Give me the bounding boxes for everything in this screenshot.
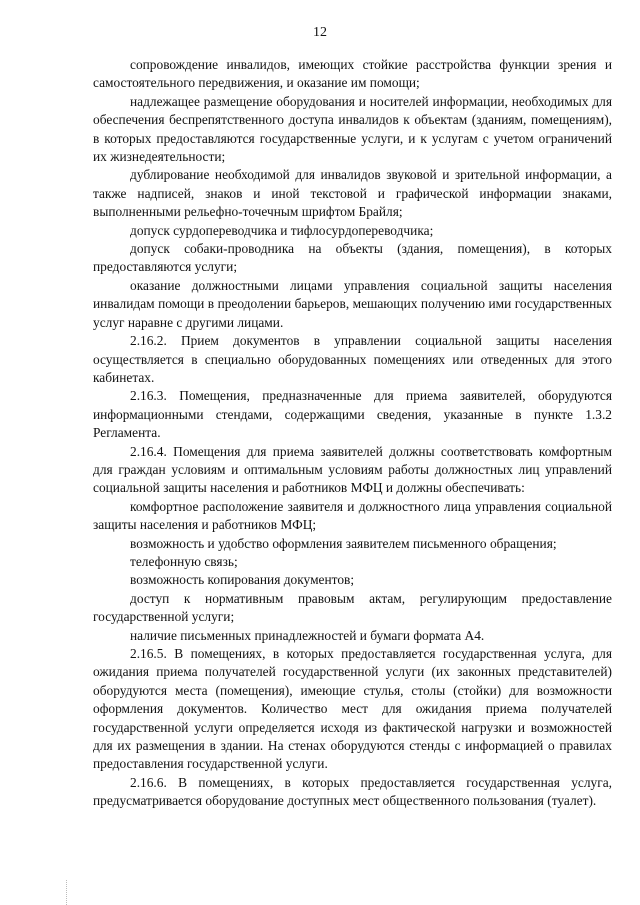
paragraph-legal-acts-access: доступ к нормативным правовым актам, регулирующим предоставление государственной услуги;	[93, 590, 612, 625]
page-number: 12	[313, 25, 327, 40]
paragraph-stationery: наличие письменных принадлежностей и бумаги формата А4.	[130, 627, 485, 643]
paragraph-guide-dog: допуск собаки-проводника на объекты (здания, помещения), в которых предоставляются услуги;	[93, 241, 612, 275]
paragraph-2-16-6: 2.16.6. В помещениях, в которых предоставляется государственная услуга, предусматривается оборудование доступных мест общественного пользования (туалет).	[93, 774, 612, 809]
paragraph-sign-interpreter: допуск сурдопереводчика и тифлосурдопереводчика;	[130, 222, 434, 238]
document-body	[93, 56, 612, 811]
scan-artifact	[66, 880, 68, 905]
paragraph-comfortable-placement: комфортное расположение заявителя и должностного лица управления социальной защиты населения и работников МФЦ;	[93, 498, 612, 533]
paragraph-escort: сопровождение инвалидов, имеющих стойкие расстройства функции зрения и самостоятельного передвижения, и оказание им помощи;	[93, 57, 612, 91]
paragraph-2-16-4: 2.16.4. Помещения для приема заявителей должны соответствовать комфортным для граждан условиям и оптимальным условиям работы должностных лиц управлений социальной защиты населения и работников МФЦ и должны обеспечивать:	[93, 443, 612, 496]
paragraph-equipment-placement: надлежащее размещение оборудования и носителей информации, необходимых для обеспечения беспрепятственного доступа инвалидов к объектам (зданиям, помещениям), в которых предоставляются государственные услуги, и к услугам с учетом ограничений их жизнедеятельности;	[93, 93, 612, 165]
paragraph-copying: возможность копирования документов;	[130, 572, 355, 588]
paragraph-2-16-2: 2.16.2. Прием документов в управлении социальной защиты населения осуществляется в специально оборудованных помещениях или отведенных для этого кабинетах.	[93, 333, 612, 385]
paragraph-written-appeal: возможность и удобство оформления заявителем письменного обращения;	[130, 535, 557, 551]
paragraph-information-duplication: дублирование необходимой для инвалидов звуковой и зрительной информации, а также надписей, знаков и иной текстовой и графической информации знаками, выполненными рельефно-точечным шрифтом Брайля;	[93, 167, 612, 220]
paragraph-telephone: телефонную связь;	[130, 553, 238, 569]
paragraph-2-16-5: 2.16.5. В помещениях, в которых предоставляется государственная услуга, для ожидания приема получателей государственной услуги (их законных представителей) оборудуются места (помещения), имеющие стулья, столы (стойки) для возможности оформления документов. Количество мест для ожидания приема получателей государственной услуги определяется исходя из фактической нагрузки и возможностей для их размещения в здании. На стенах оборудуются стенды с информацией о правилах предоставления государственной услуги.	[93, 646, 612, 772]
paragraph-2-16-3: 2.16.3. Помещения, предназначенные для приема заявителей, оборудуются информационными стендами, содержащими сведения, указанные в пункте 1.3.2 Регламента.	[93, 388, 612, 441]
paragraph-officials-assistance: оказание должностными лицами управления социальной защиты населения инвалидам помощи в преодолении барьеров, мешающих получению ими государственных услуг наравне с другими лицами.	[93, 277, 612, 330]
